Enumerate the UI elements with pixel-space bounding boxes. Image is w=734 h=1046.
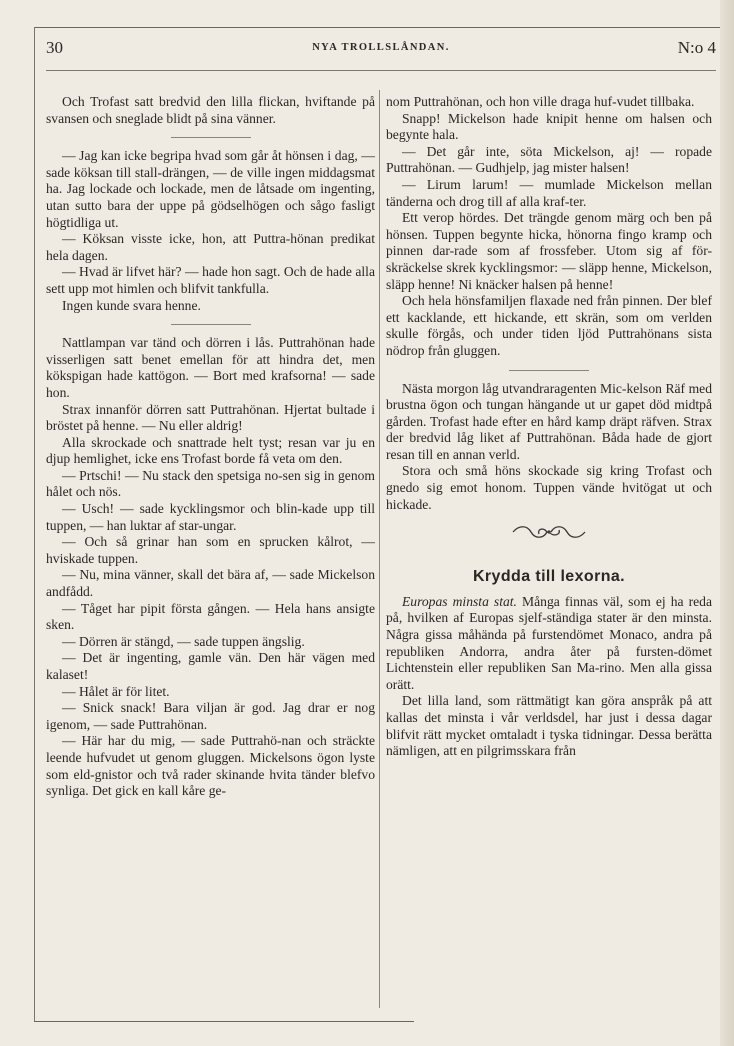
- paragraph-text: Många finnas väl, som ej ha reda på, hvilken af Europas sjelf-ständiga stater är den minsta. Några gissa måhända på furstendömet Monaco, andra på republiken Andorra, andra åter på fursten-dömet Lichtenstein eller republiken San Ma-rino. Men alla gissa orätt.: [386, 593, 712, 692]
- right-column: [386, 94, 712, 760]
- ornament-flourish-icon: [386, 523, 712, 541]
- paragraph: — Jag kan icke begripa hvad som går åt hönsen i dag, — sade köksan till stall-drängen, — de ville ingen middagsmat ha. Jag lockade och lockade, men de låtsade om ingenting, utan sutto bara der uppe på gödselhögen och sågo fasligt högtidliga ut.: [46, 148, 375, 230]
- section-separator: [171, 137, 251, 138]
- column-divider: [379, 90, 380, 1008]
- paragraph: — Hvad är lifvet här? — hade hon sagt. Och de hade alla sett upp mot himlen och blifvit tankfulla.: [46, 264, 375, 296]
- flourish-icon: [509, 523, 589, 541]
- section-lead: Europas minsta stat.: [402, 593, 517, 609]
- paragraph: — Lirum larum! — mumlade Mickelson mellan tänderna och drog till af alla kraf-ter.: [386, 176, 712, 209]
- paragraph: — Det går inte, söta Mickelson, aj! — ropade Puttrahönan. — Gudhjelp, jag mister halsen!: [386, 143, 712, 176]
- publication-title: NYA TROLLSLÅNDAN.: [312, 42, 450, 53]
- issue-number: N:o 4: [677, 38, 716, 57]
- paragraph: Nästa morgon låg utvandraragenten Mic-kelson Räf med brustna ögon och tungan hängande ut ur gapet död midtpå gården. Trofast hade efter en hård kamp dräpt räfven. Strax der bredvid låg liket af Puttrahönan. Båda hade de gjort resan till en annan verld.: [386, 380, 712, 462]
- paragraph: — Hålet är för litet.: [62, 683, 170, 699]
- section-separator: [509, 370, 589, 371]
- paragraph: — Det är ingenting, gamle vän. Den här vägen med kalaset!: [46, 650, 375, 682]
- paragraph: — Prtschi! — Nu stack den spetsiga no-sen sig in genom hålet och nös.: [46, 467, 375, 500]
- paragraph: nom Puttrahönan, och hon ville draga huf-vudet tillbaka.: [386, 94, 695, 109]
- frame-left-rule: [34, 27, 35, 1022]
- paragraph: Och hela hönsfamiljen flaxade ned från pinnen. Der blef ett kacklande, ett hickande, ett skrän, som om verlden skulle förgås, och under tiden ljöd Puttrahönans sista nödrop från gluggen.: [386, 293, 712, 358]
- page-edge-shadow: [720, 0, 734, 1046]
- paragraph: Alla skrockade och snattrade helt tyst; resan var ju en djup hemlighet, icke ens Trofast borde få veta om den.: [46, 434, 375, 467]
- section-separator: [171, 324, 251, 325]
- page-number: 30: [46, 38, 63, 57]
- paragraph: — Usch! — sade kycklingsmor och blin-kade upp till tuppen, — han luktar af star-ungar.: [46, 501, 375, 533]
- paragraph: Och Trofast satt bredvid den lilla flickan, hviftande på svansen och sneglade blidt på sina vänner.: [46, 94, 375, 126]
- frame-top-rule: [34, 27, 720, 28]
- paragraph: Snapp! Mickelson hade knipit henne om halsen och begynte hala.: [386, 110, 712, 143]
- header-rule: [46, 70, 716, 71]
- section-heading: Krydda till lexorna.: [472, 568, 626, 586]
- paragraph: Det lilla land, som rättmätigt kan göra anspråk på att kallas det minsta i vår verldsdel, har just i dessa dagar blifvit rätt mycket omtaladt i tyska tidningar. Dessa berätta nämligen, att en pilgrimsskara från: [386, 693, 712, 759]
- paragraph: — Nu, mina vänner, skall det bära af, — sade Mickelson andfådd.: [46, 567, 375, 600]
- paragraph: Ingen kunde svara henne.: [62, 297, 201, 313]
- paragraph: — Och så grinar han som en sprucken kålrot, — hviskade tuppen.: [46, 534, 375, 566]
- paragraph: — Tåget har pipit första gången. — Hela hans ansigte sken.: [46, 600, 375, 633]
- paragraph: — Dörren är stängd, — sade tuppen ängslig.: [62, 633, 305, 649]
- paragraph: Ett verop hördes. Det trängde genom märg och ben på hönsen. Tuppen begynte hicka, hönorna fingo kramp och pinnen dar-rade som af frossfeber. Utom sig af för-skräckelse skrek kycklingsmor: — släpp henne, Mickelson, släpp henne! Ni knäcker halsen på henne!: [386, 210, 712, 292]
- paragraph: Nattlampan var tänd och dörren i lås. Puttrahönan hade visserligen satt benet emellan för att hindra det, men kökspigan hade kattögon. — Bort med krafsorna! — sade hon.: [46, 335, 375, 400]
- paragraph: Stora och små höns skockade sig kring Trofast och gnedo sig emot honom. Tuppen vände hvitögat ut och hickade.: [386, 463, 712, 512]
- left-column: [46, 94, 375, 800]
- frame-bottom-rule: [34, 1021, 414, 1022]
- paragraph: — Här har du mig, — sade Puttrahö-nan och sträckte leende hufvudet ut genom gluggen. Mickelsons ögon lyste som eld-gnistor och två rader skinande hvita tänder blefvo synliga. Det gick en kall kåre ge-: [46, 733, 375, 799]
- paragraph: [386, 594, 712, 694]
- paragraph: — Köksan visste icke, hon, att Puttra-hönan predikat hela dagen.: [46, 231, 375, 263]
- page-header: [46, 38, 716, 58]
- paragraph: — Snick snack! Bara viljan är god. Jag drar er nog igenom, — sade Puttrahönan.: [46, 700, 375, 732]
- paragraph: Strax innanför dörren satt Puttrahönan. Hjertat bultade i bröstet på henne. — Nu eller aldrig!: [46, 401, 375, 434]
